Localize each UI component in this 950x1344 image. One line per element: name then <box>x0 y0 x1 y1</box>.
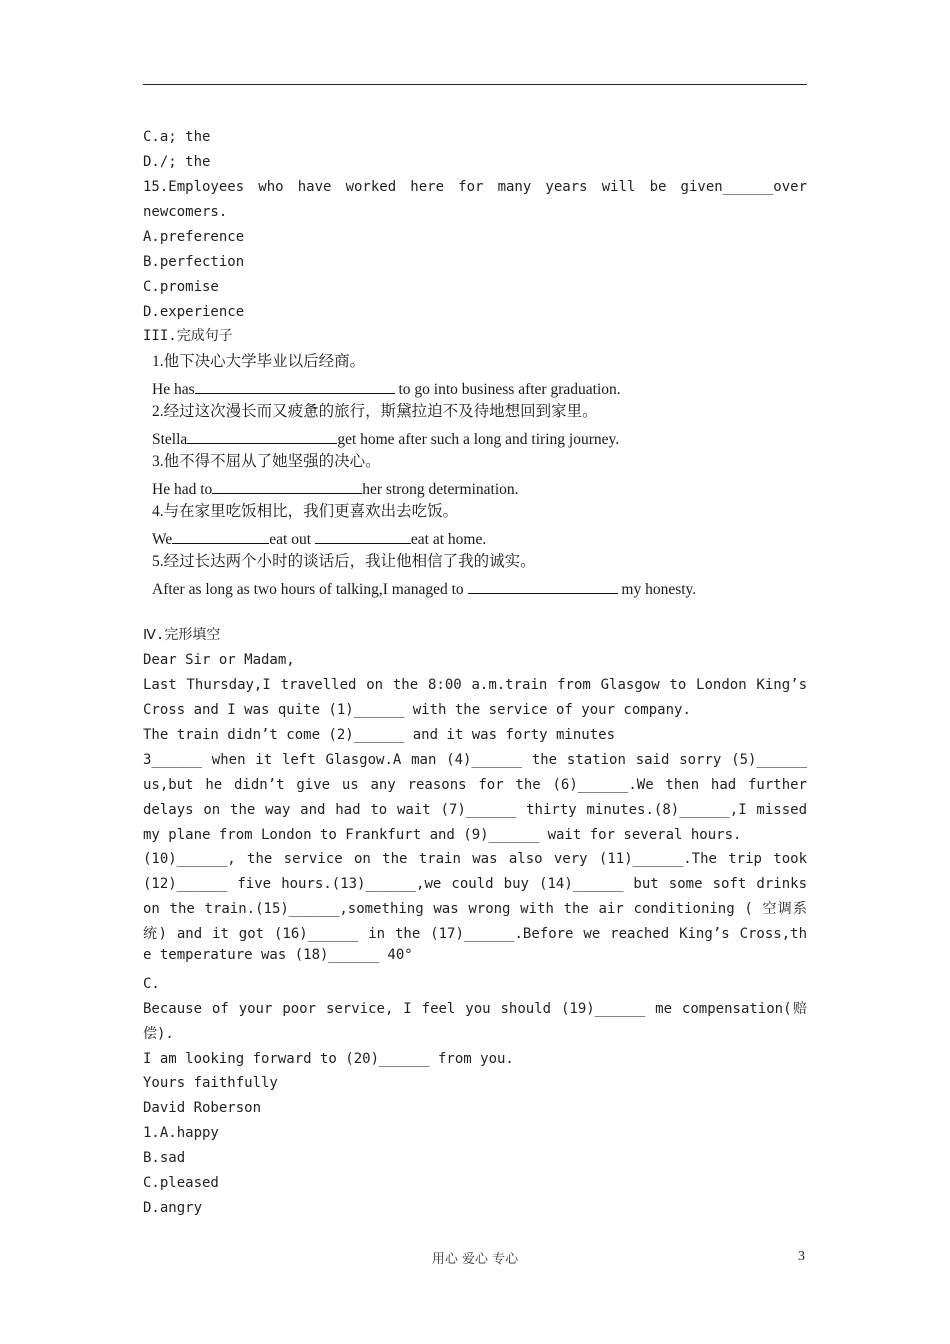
sentence-line <box>152 479 519 499</box>
footer-slogan: 用心 爱心 专心 <box>431 1252 519 1267</box>
sentence-middle: eat out <box>269 531 312 548</box>
letter-closing: Yours faithfully <box>143 1075 278 1091</box>
letter-line: Cross and I was quite (1)______ with the service of your company. <box>143 702 691 718</box>
sentence-start: Stella <box>152 431 188 448</box>
letter-line: e temperature was (18)______ 40° <box>143 947 413 963</box>
letter-line: Because of your poor service, I feel you should (19)______ me compensation(赔 <box>143 1001 807 1017</box>
option-line: D./; the <box>143 154 211 170</box>
sentence-start: He has <box>152 381 195 398</box>
letter-line: on the train.(15)______,something was wrong with the air conditioning ( 空调系 <box>143 901 807 917</box>
sentence-end: to go into business after graduation. <box>398 381 621 398</box>
translation-prompt: 1.他下决心大学毕业以后经商。 <box>152 353 366 370</box>
option-line: 1.A.happy <box>143 1125 219 1141</box>
letter-line: The train didn’t come (2)______ and it was forty minutes <box>143 727 616 743</box>
sentence-end: my honesty. <box>621 581 697 598</box>
translation-prompt: 4.与在家里吃饭相比，我们更喜欢出去吃饭。 <box>152 503 459 520</box>
translation-prompt: 3.他不得不屈从了她坚强的决心。 <box>152 453 381 470</box>
letter-line: 偿). <box>143 1026 174 1042</box>
answer-blank <box>468 579 618 594</box>
letter-line: 统) and it got (16)______ in the (17)______.Before we reached King’s Cross,th <box>143 926 807 942</box>
sentence-start: He had to <box>152 481 213 498</box>
question-15-text: 15.Employees who have worked here for many years will be given______over <box>143 179 807 195</box>
option-line: C.pleased <box>143 1175 219 1191</box>
section-heading: III.完成句子 <box>143 328 233 344</box>
option-line: B.sad <box>143 1150 186 1166</box>
sentence-line <box>152 579 696 599</box>
option-line: B.perfection <box>143 254 245 270</box>
answer-blank <box>315 529 411 544</box>
letter-line: us,but he didn’t give us any reasons for the (6)______.We then had further <box>143 777 807 793</box>
option-line: A.preference <box>143 229 245 245</box>
letter-signature: David Roberson <box>143 1100 262 1116</box>
letter-line: (10)______, the service on the train was also very (11)______.The trip took <box>143 851 807 867</box>
letter-line: I am looking forward to (20)______ from you. <box>143 1051 514 1067</box>
sentence-line <box>152 429 619 449</box>
option-line: C.promise <box>143 279 219 295</box>
sentence-line <box>152 379 621 399</box>
letter-line: Dear Sir or Madam, <box>143 652 295 668</box>
letter-line: my plane from London to Frankfurt and (9)______ wait for several hours. <box>143 827 742 843</box>
sentence-line <box>152 529 486 549</box>
question-15-text-cont: newcomers. <box>143 204 228 220</box>
sentence-end: her strong determination. <box>362 481 519 498</box>
letter-line: (12)______ five hours.(13)______,we could buy (14)______ but some soft drinks <box>143 876 807 892</box>
sentence-end: eat at home. <box>410 531 487 548</box>
option-line: D.experience <box>143 304 245 320</box>
answer-blank <box>212 479 362 494</box>
sentence-end: get home after such a long and tiring journey. <box>337 431 620 448</box>
option-line: C.a; the <box>143 129 211 145</box>
letter-line: Last Thursday,I travelled on the 8:00 a.m.train from Glasgow to London King’s <box>143 677 807 693</box>
sentence-start: After as long as two hours of talking,I managed to <box>152 581 464 598</box>
header-rule <box>143 84 807 85</box>
option-line: D.angry <box>143 1200 203 1216</box>
letter-line: 3______ when it left Glasgow.A man (4)______ the station said sorry (5)______ <box>143 752 807 768</box>
sentence-start: We <box>152 531 173 548</box>
answer-blank <box>195 379 395 394</box>
letter-line: C. <box>143 976 160 992</box>
translation-prompt: 5.经过长达两个小时的谈话后，我让他相信了我的诚实。 <box>152 553 536 570</box>
letter-line: delays on the way and had to wait (7)______ thirty minutes.(8)______,I missed <box>143 802 807 818</box>
page-number: 3 <box>798 1249 805 1264</box>
answer-blank <box>187 429 337 444</box>
section-heading: Ⅳ.完形填空 <box>143 627 221 643</box>
answer-blank <box>172 529 269 544</box>
translation-prompt: 2.经过这次漫长而又疲惫的旅行，斯黛拉迫不及待地想回到家里。 <box>152 403 598 420</box>
